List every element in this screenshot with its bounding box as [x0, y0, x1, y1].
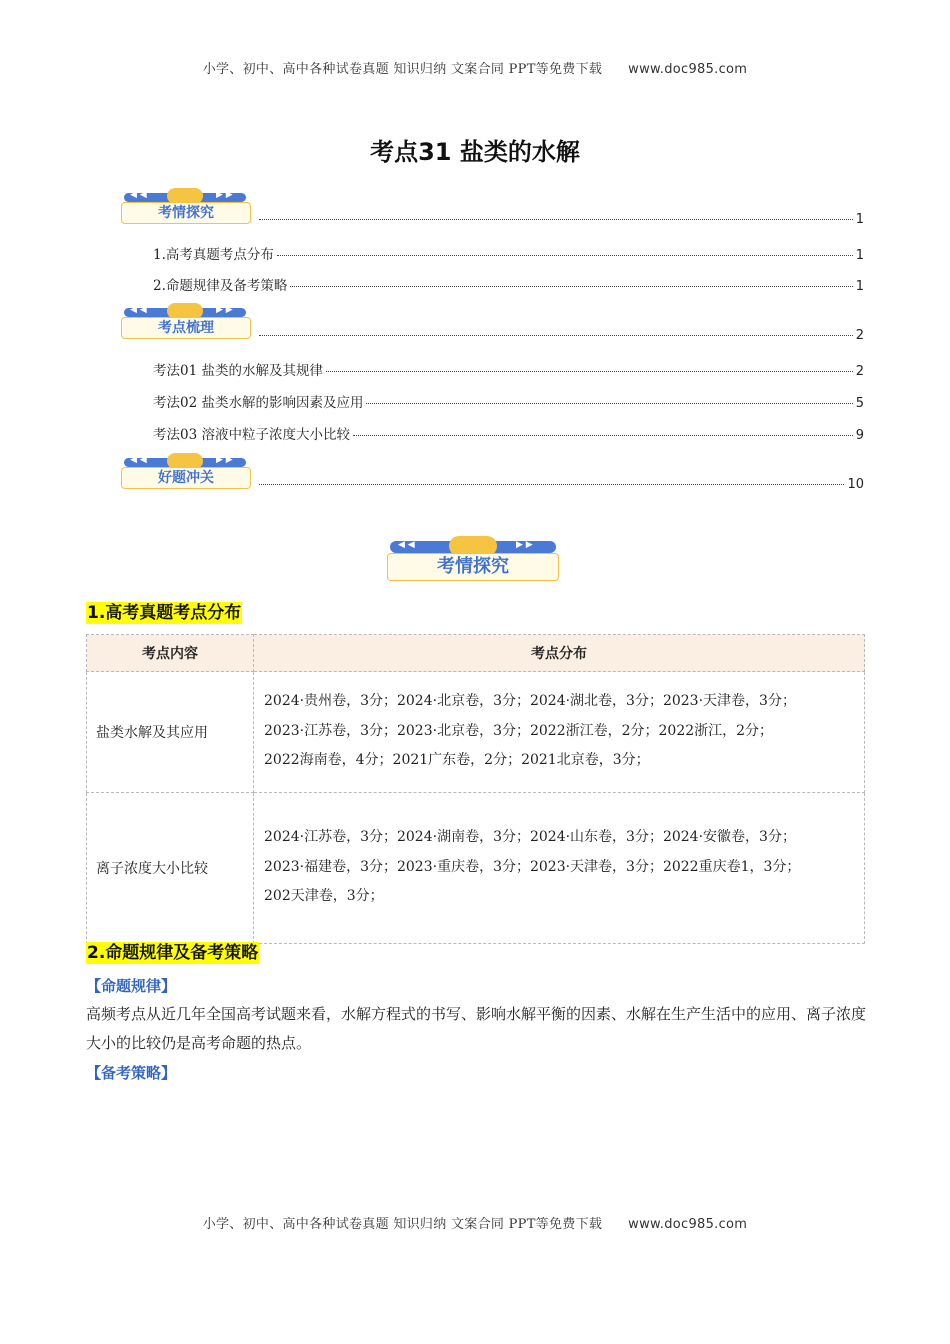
- toc-entry[interactable]: 1.高考真题考点分布 1: [153, 247, 864, 263]
- toc-badge-1: [121, 190, 253, 224]
- arrow-left-icon: ◀ ◀: [398, 540, 415, 550]
- section-badge: [387, 538, 561, 582]
- table-row: [87, 672, 865, 793]
- arrow-right-icon: ▶ ▶: [216, 455, 233, 465]
- badge-label: 考情探究: [121, 202, 251, 224]
- distribution-cell: 2024·江苏卷，3分；2024·湖南卷，3分；2024·山东卷，3分；2024·安徽卷，3分； 2023·福建卷，3分；2023·重庆卷，3分；2023·天津卷，3分；2022重庆卷1，3分； 202天津卷，3分；: [254, 793, 865, 944]
- arrow-right-icon: ▶ ▶: [516, 540, 533, 550]
- page-footer: [0, 1213, 950, 1232]
- toc-badge-2: [121, 305, 253, 339]
- toc-entry-s2[interactable]: 2: [256, 328, 864, 343]
- topic-cell: 盐类水解及其应用: [87, 672, 254, 793]
- toc-badge-3: [121, 455, 253, 489]
- page-header: [0, 58, 950, 77]
- pattern-paragraph: 高频考点从近几年全国高考试题来看，水解方程式的书写、影响水解平衡的因素、水解在生产生活中的应用、离子浓度大小的比较仍是高考命题的热点。: [86, 1005, 867, 1052]
- toc-entry[interactable]: 考法02 盐类水解的影响因素及应用 5: [153, 395, 864, 411]
- page-title: 考点31 盐类的水解: [370, 138, 580, 166]
- column-header: 考点分布: [254, 635, 865, 672]
- toc-entry-s3[interactable]: 10: [256, 477, 864, 492]
- header-text: 小学、初中、高中各种试卷真题 知识归纳 文案合同 PPT等免费下载: [202, 62, 603, 77]
- arrow-left-icon: ◀ ◀: [130, 455, 147, 465]
- column-header: 考点内容: [87, 635, 254, 672]
- label-pattern: 【命题规律】: [86, 977, 177, 995]
- toc-entry[interactable]: 考法01 盐类的水解及其规律 2: [153, 363, 864, 379]
- topic-cell: 离子浓度大小比较: [87, 793, 254, 944]
- section-heading-2: 2.命题规律及备考策略: [87, 943, 259, 963]
- badge-label: 考点梳理: [121, 317, 251, 339]
- badge-label: 考情探究: [387, 553, 559, 581]
- header-url[interactable]: www.doc985.com: [628, 62, 748, 77]
- toc-page: 1: [855, 212, 864, 227]
- arrow-right-icon: ▶ ▶: [216, 190, 233, 200]
- label-strategy: 【备考策略】: [86, 1064, 177, 1082]
- arrow-left-icon: ◀ ◀: [130, 305, 147, 315]
- badge-label: 好题冲关: [121, 467, 251, 489]
- table-row: [87, 793, 865, 944]
- exam-distribution-table: [86, 634, 865, 944]
- footer-text: 小学、初中、高中各种试卷真题 知识归纳 文案合同 PPT等免费下载: [202, 1217, 603, 1232]
- arrow-left-icon: ◀ ◀: [130, 190, 147, 200]
- distribution-cell: 2024·贵州卷，3分；2024·北京卷，3分；2024·湖北卷，3分；2023·天津卷，3分； 2023·江苏卷，3分；2023·北京卷，3分；2022浙江卷，2分；2022浙江，2分； 2022海南卷，4分；2021广东卷，2分；2021北京卷，3分；: [254, 672, 865, 793]
- table-header-row: [87, 635, 865, 672]
- arrow-right-icon: ▶ ▶: [216, 305, 233, 315]
- toc-entry[interactable]: 考法03 溶液中粒子浓度大小比较 9: [153, 427, 864, 443]
- footer-url[interactable]: www.doc985.com: [628, 1217, 748, 1232]
- toc-entry-s1[interactable]: [256, 212, 864, 227]
- section-heading-1: 1.高考真题考点分布: [87, 603, 242, 623]
- toc-entry[interactable]: 2.命题规律及备考策略 1: [153, 278, 864, 294]
